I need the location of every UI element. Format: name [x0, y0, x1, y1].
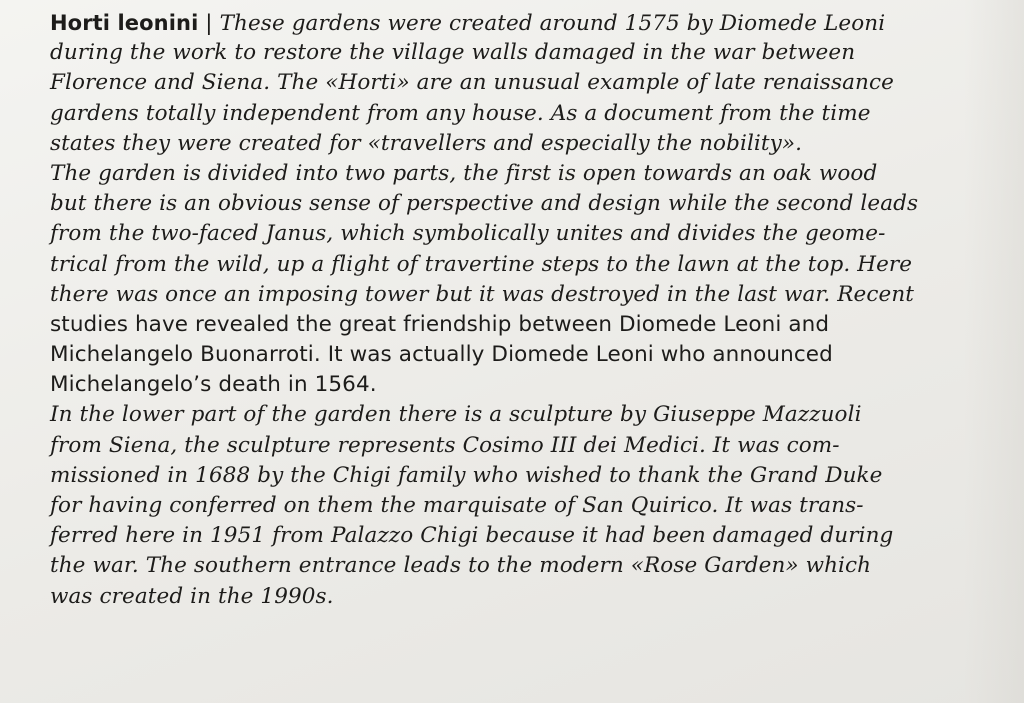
- sign-text-line: ferred here in 1951 from Palazzo Chigi because it had been damaged during: [50, 523, 894, 549]
- sign-text-line: Florence and Siena. The «Horti» are an unusual example of late renaissance: [50, 70, 894, 96]
- sign-line-1: [50, 8, 984, 38]
- title-separator: |: [198, 11, 220, 36]
- sign-text-line: for having conferred on them the marquisate of San Quirico. It was trans-: [50, 493, 864, 518]
- sign-text-line: states they were created for «travellers and especially the nobility».: [50, 130, 803, 156]
- sign-title: Horti leonini: [50, 11, 199, 35]
- sign-text-line: there was once an imposing tower but it was destroyed in the last war. Recent: [50, 281, 915, 307]
- sign-text-line: studies have revealed the great friendship between Diomede Leoni and: [50, 311, 830, 337]
- sign-text-line: but there is an obvious sense of perspective and design while the second leads: [50, 191, 919, 217]
- sign-text-line: These gardens were created around 1575 by Diomede Leoni: [219, 11, 886, 36]
- sign-text-line: The garden is divided into two parts, the first is open towards an oak wood: [50, 160, 878, 186]
- sign-text-line: Michelangelo’s death in 1564.: [50, 372, 377, 398]
- sign-text-line: from the two-faced Janus, which symbolically unites and divides the geome-: [50, 221, 886, 247]
- sign-text-line: In the lower part of the garden there is a sculpture by Giuseppe Mazzuoli: [50, 402, 862, 428]
- sign-text-line: Michelangelo Buonarroti. It was actually Diomede Leoni who announced: [50, 342, 833, 368]
- sign-text-line: missioned in 1688 by the Chigi family who wished to thank the Grand Duke: [50, 462, 883, 488]
- sign-text-line: gardens totally independent from any house. As a document from the time: [50, 100, 871, 126]
- sign-text-line: the war. The southern entrance leads to the modern «Rose Garden» which: [50, 553, 872, 579]
- sign-text-line: trical from the wild, up a flight of travertine steps to the lawn at the top. Here: [50, 251, 913, 277]
- sign-text-line: from Siena, the sculpture represents Cosimo III dei Medici. It was com-: [50, 432, 840, 458]
- sign-text-line: during the work to restore the village walls damaged in the war between: [50, 40, 856, 66]
- sign-text-line: was created in the 1990s.: [50, 583, 334, 609]
